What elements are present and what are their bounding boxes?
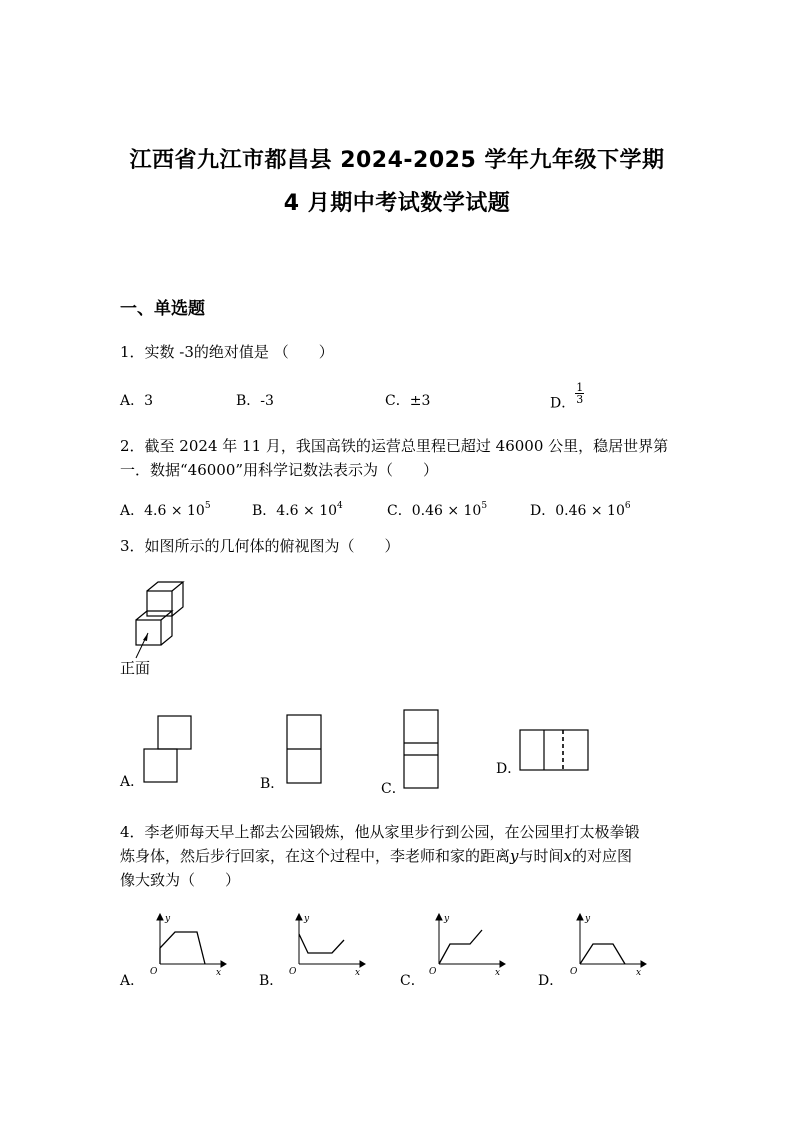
q1-option-a <box>120 390 153 410</box>
q3-option-a-figure <box>143 714 195 784</box>
q4-d-axis-x: x <box>636 968 642 978</box>
q2-option-b <box>252 500 343 520</box>
q1-option-d-numerator: 1 <box>576 381 584 394</box>
q2-option-d-letter: D． <box>530 503 556 519</box>
q1-stem: 1．实数 -3的绝对值是 （ ） <box>120 343 334 361</box>
q4-var-y: y <box>510 847 519 865</box>
q4-stem-line3: 像大致为（ ） <box>120 871 241 889</box>
q4-stem-line2-mid: 与时间 <box>518 847 564 865</box>
q4-a-axis-y: y <box>165 914 171 924</box>
q3-front-label: 正面 <box>120 659 151 677</box>
q3-stem: 3．如图所示的几何体的俯视图为（ ） <box>120 537 400 555</box>
q4-stem-line2 <box>120 844 632 868</box>
q3-option-a-letter: A． <box>120 774 145 790</box>
q1-option-d-letter: D． <box>550 395 576 412</box>
q4-option-c-letter: C． <box>400 973 425 989</box>
q2-option-a-letter: A． <box>120 503 145 519</box>
q2-option-b-letter: B． <box>252 503 277 519</box>
q4-a-origin: O <box>150 967 158 977</box>
q2-option-a-exponent: 5 <box>204 501 211 511</box>
q4-b-axis-y: y <box>304 914 310 924</box>
q4-a-axis-x: x <box>216 968 222 978</box>
q2-option-d-base: 0.46 × 10 <box>555 503 625 519</box>
q4-c-axis-y: y <box>444 914 450 924</box>
q1-option-b <box>236 390 274 410</box>
q3-option-c-figure <box>403 708 441 792</box>
q1-option-a-text: 3 <box>144 393 154 409</box>
q4-option-c-graph <box>424 912 509 976</box>
q4-d-axis-y: y <box>585 914 591 924</box>
q2-stem-line1: 2．截至 2024 年 11 月，我国高铁的运营总里程已超过 46000 公里，稳居世界第 <box>120 437 669 455</box>
q3-option-b-letter: B． <box>260 776 285 792</box>
q2-option-c <box>387 500 487 520</box>
q1-option-b-letter: B． <box>236 393 261 409</box>
q2-option-a <box>120 500 211 520</box>
q4-b-origin: O <box>289 967 297 977</box>
q4-b-axis-x: x <box>355 968 361 978</box>
q1-option-c <box>385 390 430 410</box>
q3-option-d-figure <box>519 728 591 774</box>
q2-option-c-exponent: 5 <box>481 501 488 511</box>
q1-option-b-text: -3 <box>260 393 274 409</box>
q4-d-origin: O <box>570 967 578 977</box>
q1-option-d-denominator: 3 <box>576 393 584 406</box>
q2-option-b-exponent: 4 <box>337 501 343 511</box>
section-heading: 一、单选题 <box>120 299 205 319</box>
q3-option-b-figure <box>286 713 324 785</box>
q1-option-c-text: ±3 <box>409 393 431 409</box>
q4-stem-line2-pre: 炼身体，然后步行回家，在这个过程中，李老师和家的距离 <box>120 847 511 865</box>
q1-option-d-fraction <box>575 382 584 405</box>
q4-option-b-graph <box>284 912 369 976</box>
q2-option-d-exponent: 6 <box>624 501 631 511</box>
q2-option-a-base: 4.6 × 10 <box>144 503 205 519</box>
q1-option-d <box>550 382 584 413</box>
page-title-line2: 4 月期中考试数学试题 <box>283 191 511 216</box>
q3-option-c-letter: C． <box>381 781 406 797</box>
q4-option-d-graph <box>565 912 650 976</box>
q1-option-c-letter: C． <box>385 393 410 409</box>
q2-stem-line2: 一．数据“46000”用科学记数法表示为（ ） <box>120 461 439 479</box>
q4-option-d-letter: D． <box>538 973 564 989</box>
q4-option-b-letter: B． <box>259 973 284 989</box>
q2-option-b-base: 4.6 × 10 <box>276 503 338 519</box>
q4-stem-line1: 4．李老师每天早上都去公园锻炼，他从家里步行到公园，在公园里打太极拳锻 <box>120 823 640 841</box>
q4-option-a-letter: A． <box>120 973 145 989</box>
q4-var-x: x <box>563 847 572 865</box>
q4-c-axis-x: x <box>495 968 501 978</box>
q3-option-d-letter: D． <box>496 761 522 777</box>
q4-c-origin: O <box>429 967 437 977</box>
page-title-line1: 江西省九江市都昌县 2024-2025 学年九年级下学期 <box>129 148 665 173</box>
q1-option-a-letter: A． <box>120 393 145 409</box>
q2-option-c-letter: C． <box>387 503 412 519</box>
q2-option-c-base: 0.46 × 10 <box>411 503 482 519</box>
q3-solid-figure <box>130 578 200 658</box>
q4-stem-line2-post: 的对应图 <box>571 847 632 865</box>
q4-option-a-graph <box>145 912 230 976</box>
q2-option-d <box>530 500 631 520</box>
